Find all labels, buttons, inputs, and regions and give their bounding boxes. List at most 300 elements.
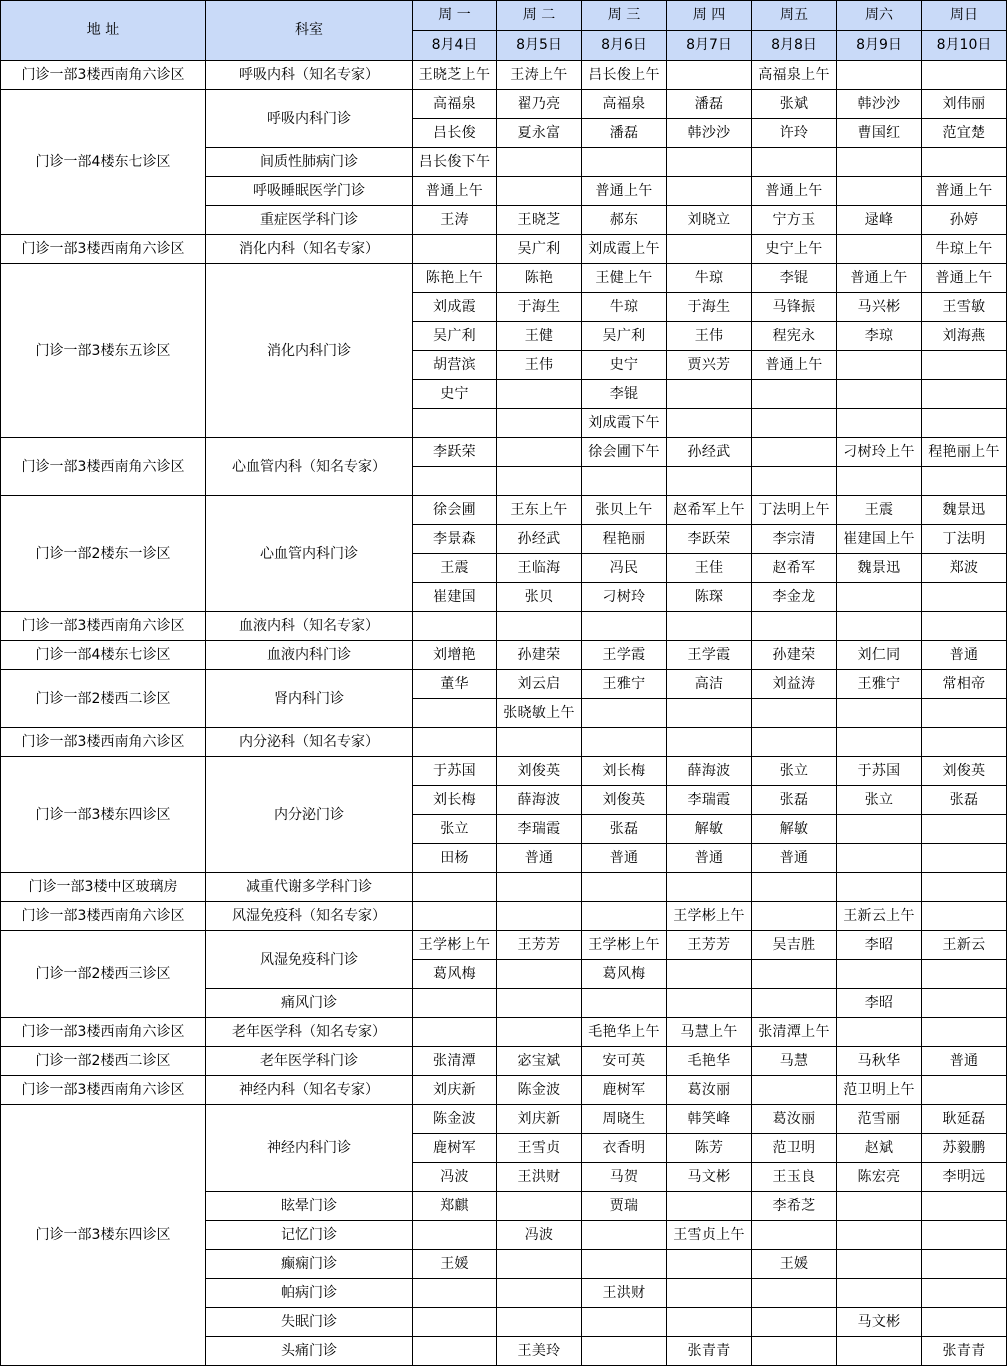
department-column-header: 科室 [206, 1, 413, 61]
doctor-slot: 冯波 [413, 1163, 497, 1192]
table-row [1, 873, 1007, 902]
doctor-slot: 王洪财 [497, 1163, 582, 1192]
doctor-slot: 普通上午 [837, 264, 922, 293]
doctor-slot: 史宁 [582, 351, 667, 380]
department-name: 消化内科门诊 [206, 264, 413, 438]
doctor-slot [667, 1192, 752, 1221]
doctor-slot: 韩沙沙 [667, 119, 752, 148]
doctor-slot: 马慧 [752, 1047, 837, 1076]
doctor-slot [922, 1308, 1007, 1337]
department-name: 神经内科门诊 [206, 1105, 413, 1192]
doctor-slot: 田杨 [413, 844, 497, 873]
doctor-slot: 宓宝斌 [497, 1047, 582, 1076]
doctor-slot: 郑麒 [413, 1192, 497, 1221]
doctor-slot: 马文彬 [837, 1308, 922, 1337]
doctor-slot [922, 873, 1007, 902]
doctor-slot: 李昭 [837, 931, 922, 960]
clinic-location: 门诊一部2楼西三诊区 [1, 931, 206, 1018]
doctor-slot: 赵斌 [837, 1134, 922, 1163]
doctor-slot [752, 902, 837, 931]
doctor-slot [667, 612, 752, 641]
department-name: 眩晕门诊 [206, 1192, 413, 1221]
doctor-slot: 范卫明上午 [837, 1076, 922, 1105]
doctor-slot: 张晓敏上午 [497, 699, 582, 728]
doctor-slot: 王学霞 [582, 641, 667, 670]
doctor-slot: 董华 [413, 670, 497, 699]
table-row [1, 264, 1007, 293]
doctor-slot: 王晓芝 [497, 206, 582, 235]
doctor-slot [837, 380, 922, 409]
doctor-slot: 刁树玲 [582, 583, 667, 612]
doctor-slot [752, 467, 837, 496]
clinic-location: 门诊一部3楼西南角六诊区 [1, 1018, 206, 1047]
date-header: 8月4日 [413, 31, 497, 61]
doctor-slot: 葛风梅 [582, 960, 667, 989]
table-row [1, 902, 1007, 931]
department-name: 神经内科（知名专家） [206, 1076, 413, 1105]
table-row [1, 757, 1007, 786]
doctor-slot: 夏永富 [497, 119, 582, 148]
doctor-slot: 潘磊 [582, 119, 667, 148]
department-name: 内分泌科（知名专家） [206, 728, 413, 757]
doctor-slot [837, 728, 922, 757]
table-row [1, 931, 1007, 960]
doctor-slot: 王震 [837, 496, 922, 525]
doctor-slot: 普通 [922, 641, 1007, 670]
department-name: 减重代谢多学科门诊 [206, 873, 413, 902]
doctor-slot: 刘庆新 [497, 1105, 582, 1134]
doctor-slot: 陈金波 [497, 1076, 582, 1105]
doctor-slot [752, 699, 837, 728]
doctor-slot: 刘成霞 [413, 293, 497, 322]
doctor-slot: 苏毅鹏 [922, 1134, 1007, 1163]
doctor-slot: 王美玲 [497, 1337, 582, 1366]
date-header: 8月9日 [837, 31, 922, 61]
doctor-slot: 刘俊英 [497, 757, 582, 786]
doctor-slot [752, 989, 837, 1018]
doctor-slot [582, 612, 667, 641]
doctor-slot: 王洪财 [582, 1279, 667, 1308]
doctor-slot: 周晓生 [582, 1105, 667, 1134]
doctor-slot [497, 380, 582, 409]
doctor-slot [837, 1250, 922, 1279]
doctor-slot: 王伟 [667, 322, 752, 351]
department-name: 血液内科门诊 [206, 641, 413, 670]
doctor-slot: 张立 [837, 786, 922, 815]
doctor-slot: 普通 [922, 1047, 1007, 1076]
doctor-slot: 普通上午 [922, 264, 1007, 293]
table-row [1, 670, 1007, 699]
doctor-slot [667, 177, 752, 206]
doctor-slot: 高福泉上午 [752, 61, 837, 90]
doctor-slot: 韩沙沙 [837, 90, 922, 119]
doctor-slot: 张贝 [497, 583, 582, 612]
doctor-slot: 程艳丽 [582, 525, 667, 554]
doctor-slot [497, 467, 582, 496]
doctor-slot [752, 148, 837, 177]
doctor-slot [837, 815, 922, 844]
department-name: 重症医学科门诊 [206, 206, 413, 235]
doctor-slot [837, 1192, 922, 1221]
doctor-slot [667, 873, 752, 902]
weekday-header: 周 二 [497, 1, 582, 31]
table-row [1, 496, 1007, 525]
date-header: 8月5日 [497, 31, 582, 61]
doctor-slot [922, 467, 1007, 496]
doctor-slot: 牛琼上午 [922, 235, 1007, 264]
doctor-slot [497, 728, 582, 757]
doctor-slot [413, 1221, 497, 1250]
doctor-slot [582, 1308, 667, 1337]
department-name: 间质性肺病门诊 [206, 148, 413, 177]
doctor-slot: 王佳 [667, 554, 752, 583]
doctor-slot: 普通上午 [752, 351, 837, 380]
department-name: 老年医学科门诊 [206, 1047, 413, 1076]
doctor-slot [497, 148, 582, 177]
doctor-slot [497, 902, 582, 931]
doctor-slot [922, 844, 1007, 873]
weekday-header: 周 四 [667, 1, 752, 31]
table-row [1, 235, 1007, 264]
doctor-slot: 史宁上午 [752, 235, 837, 264]
doctor-slot: 徐会圃下午 [582, 438, 667, 467]
doctor-slot [922, 1076, 1007, 1105]
department-name: 记忆门诊 [206, 1221, 413, 1250]
doctor-slot: 葛风梅 [413, 960, 497, 989]
doctor-slot: 张磊 [582, 815, 667, 844]
table-row [1, 641, 1007, 670]
doctor-slot: 马慧上午 [667, 1018, 752, 1047]
doctor-slot: 程宪永 [752, 322, 837, 351]
doctor-slot: 刘成霞上午 [582, 235, 667, 264]
clinic-location: 门诊一部4楼东七诊区 [1, 90, 206, 235]
clinic-location: 门诊一部3楼西南角六诊区 [1, 728, 206, 757]
doctor-slot: 刘俊英 [922, 757, 1007, 786]
doctor-slot [752, 1308, 837, 1337]
table-row [1, 1047, 1007, 1076]
doctor-slot [497, 177, 582, 206]
doctor-slot [837, 61, 922, 90]
doctor-slot [667, 467, 752, 496]
doctor-slot [582, 902, 667, 931]
department-name: 失眠门诊 [206, 1308, 413, 1337]
doctor-slot: 张磊 [752, 786, 837, 815]
doctor-slot: 陈艳上午 [413, 264, 497, 293]
doctor-slot [667, 409, 752, 438]
doctor-slot [413, 235, 497, 264]
doctor-slot [837, 1279, 922, 1308]
doctor-slot [837, 409, 922, 438]
doctor-slot: 高福泉 [413, 90, 497, 119]
doctor-slot [582, 1337, 667, 1366]
doctor-slot [922, 1192, 1007, 1221]
clinic-location: 门诊一部3楼西南角六诊区 [1, 1076, 206, 1105]
doctor-slot [582, 699, 667, 728]
doctor-slot [752, 873, 837, 902]
doctor-slot [837, 1018, 922, 1047]
doctor-slot: 孙经武 [497, 525, 582, 554]
doctor-slot: 刘长梅 [582, 757, 667, 786]
doctor-slot [413, 1279, 497, 1308]
doctor-slot: 王学霞 [667, 641, 752, 670]
doctor-slot: 刘海燕 [922, 322, 1007, 351]
table-row [1, 1076, 1007, 1105]
doctor-slot: 于海生 [667, 293, 752, 322]
clinic-location: 门诊一部3楼东四诊区 [1, 757, 206, 873]
doctor-slot: 毛艳华 [667, 1047, 752, 1076]
doctor-slot: 于苏国 [413, 757, 497, 786]
doctor-slot: 李锟 [752, 264, 837, 293]
doctor-slot [582, 728, 667, 757]
address-column-header: 地 址 [1, 1, 206, 61]
doctor-slot: 李跃荣 [667, 525, 752, 554]
doctor-slot [837, 612, 922, 641]
doctor-slot: 耿延磊 [922, 1105, 1007, 1134]
doctor-slot [413, 1308, 497, 1337]
date-header: 8月8日 [752, 31, 837, 61]
doctor-slot: 胡营滨 [413, 351, 497, 380]
doctor-slot [752, 1337, 837, 1366]
doctor-slot: 曹国红 [837, 119, 922, 148]
doctor-slot: 陈宏亮 [837, 1163, 922, 1192]
doctor-slot: 李琼 [837, 322, 922, 351]
doctor-slot: 范宜楚 [922, 119, 1007, 148]
clinic-location: 门诊一部3楼西南角六诊区 [1, 61, 206, 90]
doctor-slot: 王雪贞上午 [667, 1221, 752, 1250]
department-name: 内分泌门诊 [206, 757, 413, 873]
doctor-slot: 许玲 [752, 119, 837, 148]
doctor-slot: 常相帝 [922, 670, 1007, 699]
department-name: 心血管内科（知名专家） [206, 438, 413, 496]
doctor-slot: 吴广利 [413, 322, 497, 351]
doctor-slot: 刁树玲上午 [837, 438, 922, 467]
clinic-location: 门诊一部2楼西二诊区 [1, 1047, 206, 1076]
doctor-slot: 赵希军上午 [667, 496, 752, 525]
doctor-slot: 崔建国 [413, 583, 497, 612]
doctor-slot [922, 409, 1007, 438]
doctor-slot: 张青青 [667, 1337, 752, 1366]
doctor-slot [752, 1076, 837, 1105]
doctor-slot: 王晓芝上午 [413, 61, 497, 90]
doctor-slot: 王新云上午 [837, 902, 922, 931]
doctor-slot: 王震 [413, 554, 497, 583]
doctor-slot: 陈琛 [667, 583, 752, 612]
doctor-slot [752, 409, 837, 438]
doctor-slot [752, 1221, 837, 1250]
doctor-slot: 王雅宁 [582, 670, 667, 699]
doctor-slot [922, 1279, 1007, 1308]
schedule-body [1, 61, 1007, 1366]
doctor-slot: 史宁 [413, 380, 497, 409]
doctor-slot: 徐会圃 [413, 496, 497, 525]
doctor-slot [582, 148, 667, 177]
doctor-slot [667, 699, 752, 728]
doctor-slot: 魏景迅 [922, 496, 1007, 525]
doctor-slot: 刘仁同 [837, 641, 922, 670]
doctor-slot [752, 438, 837, 467]
department-name: 帕病门诊 [206, 1279, 413, 1308]
weekday-header: 周 一 [413, 1, 497, 31]
table-row [1, 612, 1007, 641]
doctor-slot: 马贺 [582, 1163, 667, 1192]
doctor-slot: 张青青 [922, 1337, 1007, 1366]
doctor-slot: 冯民 [582, 554, 667, 583]
doctor-slot [667, 1308, 752, 1337]
doctor-slot: 衣香明 [582, 1134, 667, 1163]
doctor-slot [922, 815, 1007, 844]
department-name: 癫痫门诊 [206, 1250, 413, 1279]
doctor-slot: 普通 [667, 844, 752, 873]
doctor-slot: 李锟 [582, 380, 667, 409]
doctor-slot [497, 1250, 582, 1279]
doctor-slot: 刘俊英 [582, 786, 667, 815]
doctor-slot: 普通上午 [752, 177, 837, 206]
department-name: 呼吸内科门诊 [206, 90, 413, 148]
table-row [1, 438, 1007, 467]
doctor-slot [497, 1279, 582, 1308]
doctor-slot [667, 960, 752, 989]
doctor-slot: 毛艳华上午 [582, 1018, 667, 1047]
doctor-slot: 普通上午 [413, 177, 497, 206]
doctor-slot [667, 61, 752, 90]
doctor-slot: 贾瑞 [582, 1192, 667, 1221]
doctor-slot [413, 409, 497, 438]
doctor-slot: 陈金波 [413, 1105, 497, 1134]
clinic-location: 门诊一部3楼东四诊区 [1, 1105, 206, 1366]
doctor-slot: 李昭 [837, 989, 922, 1018]
doctor-slot: 刘长梅 [413, 786, 497, 815]
doctor-slot: 郝东 [582, 206, 667, 235]
doctor-slot: 冯波 [497, 1221, 582, 1250]
doctor-slot [413, 902, 497, 931]
doctor-slot: 刘益涛 [752, 670, 837, 699]
doctor-slot [837, 699, 922, 728]
doctor-slot: 韩笑峰 [667, 1105, 752, 1134]
department-name: 痛风门诊 [206, 989, 413, 1018]
doctor-slot [497, 1018, 582, 1047]
department-name: 老年医学科（知名专家） [206, 1018, 413, 1047]
doctor-slot [667, 148, 752, 177]
doctor-slot [413, 1018, 497, 1047]
doctor-slot: 王新云 [922, 931, 1007, 960]
doctor-slot [922, 1018, 1007, 1047]
doctor-slot: 马锋振 [752, 293, 837, 322]
doctor-slot: 李宗清 [752, 525, 837, 554]
doctor-slot: 王芳芳 [667, 931, 752, 960]
doctor-slot: 郑波 [922, 554, 1007, 583]
doctor-slot: 王学彬上午 [582, 931, 667, 960]
doctor-slot: 王雅宁 [837, 670, 922, 699]
weekday-header: 周 三 [582, 1, 667, 31]
department-name: 呼吸睡眠医学门诊 [206, 177, 413, 206]
doctor-slot [922, 989, 1007, 1018]
doctor-slot: 张立 [413, 815, 497, 844]
clinic-location: 门诊一部3楼西南角六诊区 [1, 235, 206, 264]
doctor-slot [497, 438, 582, 467]
doctor-slot [837, 960, 922, 989]
doctor-slot: 王雪敏 [922, 293, 1007, 322]
doctor-slot [667, 235, 752, 264]
department-name: 头痛门诊 [206, 1337, 413, 1366]
doctor-slot [837, 1337, 922, 1366]
clinic-location: 门诊一部2楼西二诊区 [1, 670, 206, 728]
department-name: 呼吸内科（知名专家） [206, 61, 413, 90]
table-row [1, 728, 1007, 757]
doctor-slot: 安可英 [582, 1047, 667, 1076]
doctor-slot: 潘磊 [667, 90, 752, 119]
doctor-slot [497, 612, 582, 641]
doctor-slot: 逯峰 [837, 206, 922, 235]
clinic-location: 门诊一部3楼中区玻璃房 [1, 873, 206, 902]
doctor-slot: 普通 [752, 844, 837, 873]
doctor-slot [752, 380, 837, 409]
doctor-slot: 范雪丽 [837, 1105, 922, 1134]
doctor-slot: 普通 [582, 844, 667, 873]
header-weekday-row [1, 1, 1007, 31]
doctor-slot: 马文彬 [667, 1163, 752, 1192]
doctor-slot: 王临海 [497, 554, 582, 583]
date-header: 8月6日 [582, 31, 667, 61]
doctor-slot: 王涛上午 [497, 61, 582, 90]
doctor-slot [837, 467, 922, 496]
doctor-slot: 王媛 [752, 1250, 837, 1279]
doctor-slot [582, 873, 667, 902]
doctor-slot: 吴广利 [497, 235, 582, 264]
doctor-slot: 孙建荣 [497, 641, 582, 670]
doctor-slot: 高洁 [667, 670, 752, 699]
doctor-slot [837, 873, 922, 902]
doctor-slot [837, 235, 922, 264]
department-name: 风湿免疫科门诊 [206, 931, 413, 989]
weekday-header: 周六 [837, 1, 922, 31]
doctor-slot: 李瑞霞 [497, 815, 582, 844]
doctor-slot: 高福泉 [582, 90, 667, 119]
doctor-slot [667, 989, 752, 1018]
doctor-slot: 陈艳 [497, 264, 582, 293]
doctor-slot [582, 467, 667, 496]
doctor-slot [837, 177, 922, 206]
doctor-slot: 张斌 [752, 90, 837, 119]
table-row [1, 90, 1007, 119]
table-row [1, 1105, 1007, 1134]
doctor-slot [582, 1221, 667, 1250]
doctor-slot [413, 873, 497, 902]
doctor-slot: 牛琼 [667, 264, 752, 293]
doctor-slot: 李瑞霞 [667, 786, 752, 815]
department-name: 风湿免疫科（知名专家） [206, 902, 413, 931]
doctor-slot [413, 612, 497, 641]
doctor-slot [667, 380, 752, 409]
doctor-slot: 王伟 [497, 351, 582, 380]
doctor-slot [922, 351, 1007, 380]
clinic-location: 门诊一部4楼东七诊区 [1, 641, 206, 670]
doctor-slot: 解敏 [752, 815, 837, 844]
date-header: 8月10日 [922, 31, 1007, 61]
doctor-slot: 刘成霞下午 [582, 409, 667, 438]
doctor-slot [497, 989, 582, 1018]
weekday-header: 周五 [752, 1, 837, 31]
doctor-slot [413, 989, 497, 1018]
doctor-slot: 于苏国 [837, 757, 922, 786]
doctor-slot: 贾兴芳 [667, 351, 752, 380]
doctor-slot: 丁法明上午 [752, 496, 837, 525]
clinic-location: 门诊一部3楼西南角六诊区 [1, 612, 206, 641]
doctor-slot [837, 583, 922, 612]
doctor-slot: 刘增艳 [413, 641, 497, 670]
doctor-slot: 刘云启 [497, 670, 582, 699]
doctor-slot: 普通 [497, 844, 582, 873]
doctor-slot: 普通上午 [582, 177, 667, 206]
